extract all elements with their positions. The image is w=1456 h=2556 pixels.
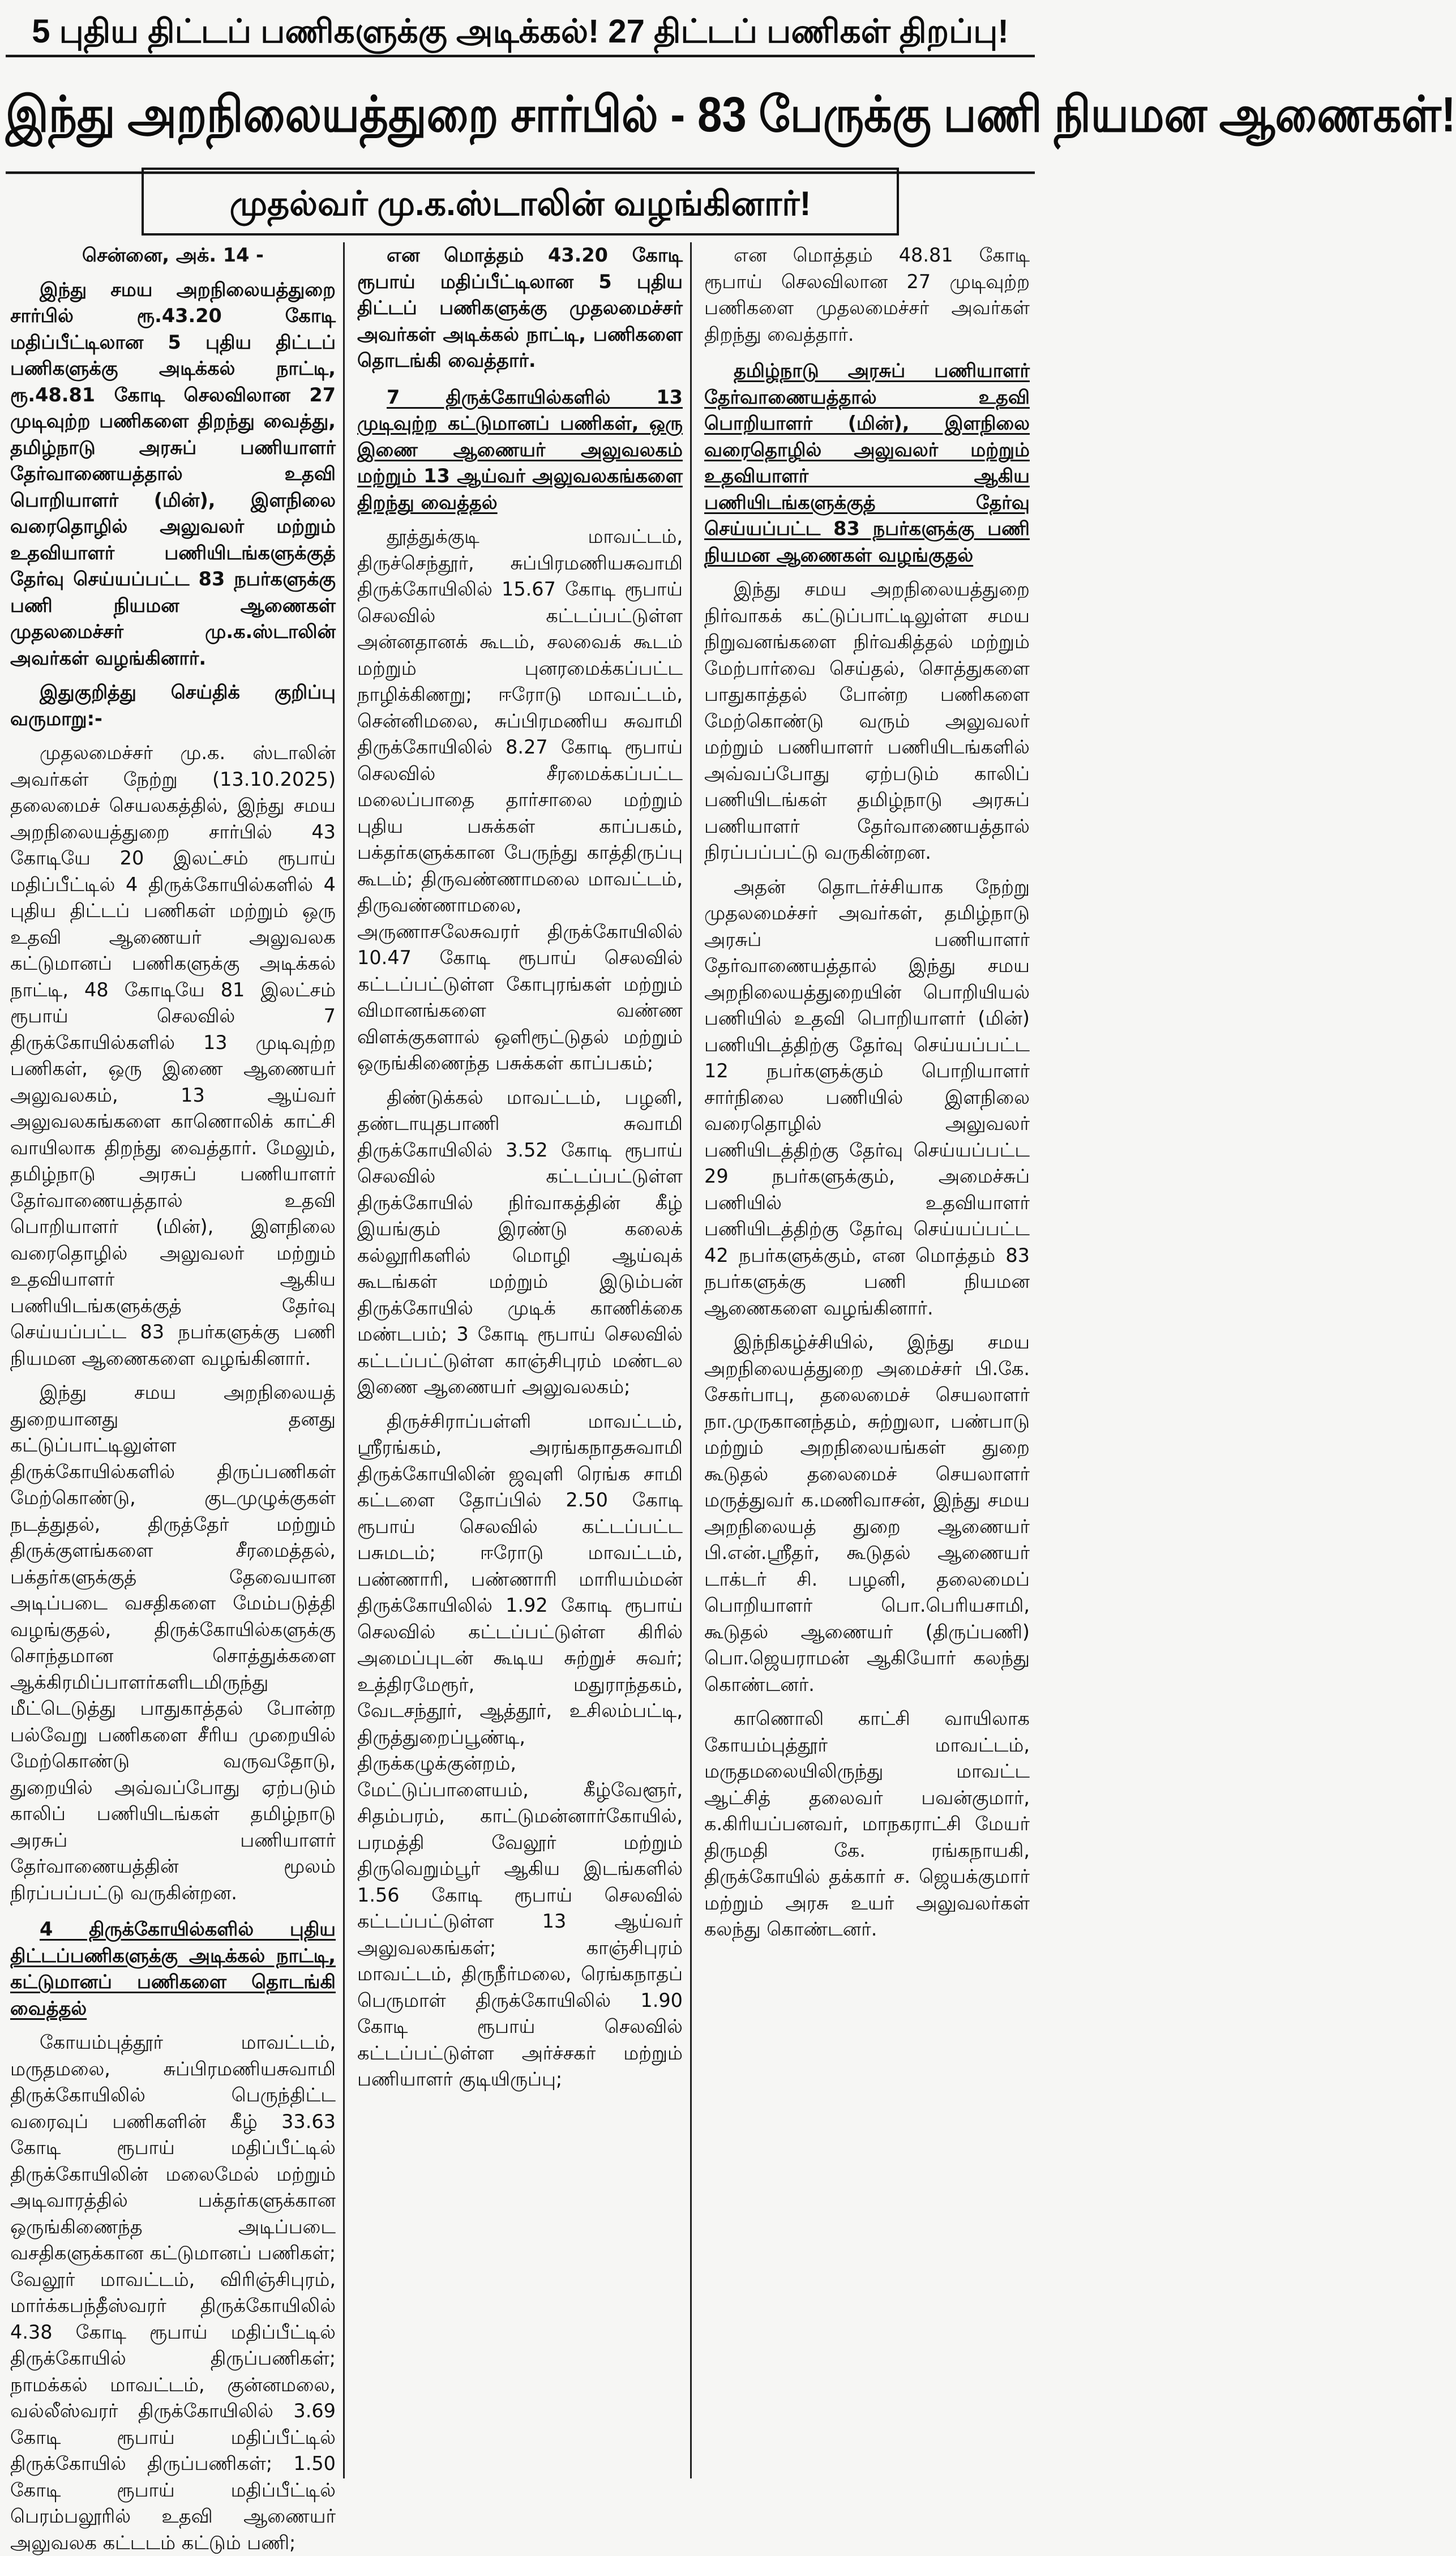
kicker-headline: 5 புதிய திட்டப் பணிகளுக்கு அடிக்கல்! 27 திட்டப் பணிகள் திறப்பு! [32, 13, 1009, 50]
body-paragraph: தூத்துக்குடி மாவட்டம், திருச்செந்தூர், சுப்பிரமணியசுவாமி திருக்கோயிலில் 15.67 கோடி ரூபாய் செலவில் கட்டப்பட்டுள்ள அன்னதானக் கூடம், சலவைக் கூடம் மற்றும் புனரமைக்கப்பட்ட நாழிக்கிணறு; ஈரோடு மாவட்டம், சென்னிமலை, சுப்பிரமணிய சுவாமி திருக்கோயிலில் 8.27 கோடி ரூபாய் செலவில் சீரமைக்கப்பட்ட மலைப்பாதை தார்சாலை மற்றும் புதிய பசுக்கள் காப்பகம், பக்தர்களுக்கான பேருந்து காத்திருப்பு கூடம்; திருவண்ணாமலை மாவட்டம், திருவண்ணாமலை, அருணாசலேசுவரர் திருக்கோயிலில் 10.47 கோடி ரூபாய் செலவில் கட்டப்பட்டுள்ள கோபுரங்கள் மற்றும் விமானங்களை வண்ண விளக்குகளால் ஒளிரூட்டுதல் மற்றும் ஒருங்கிணைந்த பசுக்கள் காப்பகம்; [357, 525, 683, 1074]
body-paragraph: என மொத்தம் 43.20 கோடி ரூபாய் மதிப்பீட்டிலான 5 புதிய திட்டப் பணிகளுக்கு முதலமைச்சர் அவர்கள் அடிக்கல் நாட்டி, பணிகளை தொடங்கி வைத்தார். [357, 244, 683, 371]
intro-line: இதுகுறித்து செய்திக் குறிப்பு வருமாறு:- [10, 681, 336, 730]
sub-headline: முதல்வர் மு.க.ஸ்டாலின் வழங்கினார்! [142, 168, 899, 236]
body-paragraph: இந்நிகழ்ச்சியில், இந்து சமய அறநிலையத்துறை அமைச்சர் பி.கே. சேகர்பாபு, தலைமைச் செயலாளர் நா.முருகானந்தம், சுற்றுலா, பண்பாடு மற்றும் அறநிலையங்கள் துறை கூடுதல் தலைமைச் செயலாளர் மருத்துவர் க.மணிவாசன், இந்து சமய அறநிலையத் துறை ஆணையர் பி.என்.ஸ்ரீதர், கூடுதல் ஆணையர் டாக்டர் சி. பழனி, தலைமைப் பொறியாளர் பொ.பெரியசாமி, கூடுதல் ஆணையர் (திருப்பணி) பொ.ஜெயராமன் ஆகியோர் கலந்து கொண்டனர். [704, 1331, 1030, 1696]
body-paragraph: என மொத்தம் 48.81 கோடி ரூபாய் செலவிலான 27 முடிவுற்ற பணிகளை முதலமைச்சர் அவர்கள் திறந்து வைத்தார். [704, 244, 1030, 345]
body-paragraph: காணொலி காட்சி வாயிலாக கோயம்புத்தூர் மாவட்டம், மருதமலையிலிருந்து மாவட்ட ஆட்சித் தலைவர் பவன்குமார், க.கிரியப்பனவர், மாநகராட்சி மேயர் திருமதி கே. ரங்கநாயகி, திருக்கோயில் தக்கார் ச. ஜெயக்குமார் மற்றும் அரசு உயர் அலுவலர்கள் கலந்து கொண்டனர். [704, 1707, 1030, 1940]
column-divider [343, 242, 345, 2478]
article-column-2 [357, 242, 683, 2478]
lead-paragraph: இந்து சமய அறநிலையத்துறை சார்பில் ரூ.43.20 கோடி மதிப்பீட்டிலான 5 புதிய திட்டப் பணிகளுக்கு அடிக்கல் நாட்டி, ரூ.48.81 கோடி செலவிலான 27 முடிவுற்ற பணிகளை திறந்து வைத்து, தமிழ்நாடு அரசுப் பணியாளர் தேர்வாணையத்தால் உதவி பொறியாளர் (மின்), இளநிலை வரைதொழில் அலுவலர் மற்றும் உதவியாளர் பணியிடங்களுக்குத் தேர்வு செய்யப்பட்ட 83 நபர்களுக்கு பணி நியமன ஆணைகள் முதலமைச்சர் மு.க.ஸ்டாலின் அவர்கள் வழங்கினார். [10, 278, 336, 669]
column-divider [690, 242, 692, 2478]
body-paragraph: கோயம்புத்தூர் மாவட்டம், மருதமலை, சுப்பிரமணியசுவாமி திருக்கோயிலில் பெருந்திட்ட வரைவுப் பணிகளின் கீழ் 33.63 கோடி ரூபாய் மதிப்பீட்டில் திருக்கோயிலின் மலைமேல் மற்றும் அடிவாரத்தில் பக்தர்களுக்கான ஒருங்கிணைந்த அடிப்படை வசதிகளுக்கான கட்டுமானப் பணிகள்; வேலூர் மாவட்டம், விரிஞ்சிபுரம், மார்க்கபந்தீஸ்வரர் திருக்கோயிலில் 4.38 கோடி ரூபாய் மதிப்பீட்டில் திருக்கோயில் திருப்பணிகள்; நாமக்கல் மாவட்டம், குன்னமலை, வல்லீஸ்வரர் திருக்கோயிலில் 3.69 கோடி ரூபாய் மதிப்பீட்டில் திருக்கோயில் திருப்பணிகள்; 1.50 கோடி ரூபாய் மதிப்பீட்டில் பெரம்பலூரில் உதவி ஆணையர் அலுவலக கட்டடம் கட்டும் பணி; [10, 2031, 336, 2554]
body-paragraph: திருச்சிராப்பள்ளி மாவட்டம், ஸ்ரீரங்கம், அரங்கநாதசுவாமி திருக்கோயிலின் ஜவுளி ரெங்க சாமி கட்டளை தோப்பில் 2.50 கோடி ரூபாய் செலவில் கட்டப்பட்ட பசுமடம்; ஈரோடு மாவட்டம், பண்ணாரி, பண்ணாரி மாரியம்மன் திருக்கோயிலில் 1.92 கோடி ரூபாய் செலவில் கட்டப்பட்டுள்ள கிரில் அமைப்புடன் கூடிய சுற்றுச் சுவர்; உத்திரமேரூர், மதுராந்தகம், வேடசந்தூர், ஆத்தூர், உசிலம்பட்டி, திருத்துறைப்பூண்டி, திருக்கழுக்குன்றம், மேட்டுப்பாளையம், கீழ்வேளூர், சிதம்பரம், காட்டுமன்னார்கோயில், பரமத்தி வேலூர் மற்றும் திருவெறும்பூர் ஆகிய இடங்களில் 1.56 கோடி ரூபாய் செலவில் கட்டப்பட்டுள்ள 13 ஆய்வர் அலுவலகங்கள்; காஞ்சிபுரம் மாவட்டம், திருநீர்மலை, ரெங்கநாதப் பெருமாள் திருக்கோயிலில் 1.90 கோடி ரூபாய் செலவில் கட்டப்பட்டுள்ள அர்ச்சகர் மற்றும் பணியாளர் குடியிருப்பு; [357, 1410, 683, 2090]
article-column-1 [10, 242, 336, 2554]
body-paragraph: இந்து சமய அறநிலையத் துறையானது தனது கட்டுப்பாட்டிலுள்ள திருக்கோயில்களில் திருப்பணிகள் மேற்கொண்டு, குடமுழுக்குகள் நடத்துதல், திருத்தேர் மற்றும் திருக்குளங்களை சீரமைத்தல், பக்தர்களுக்குத் தேவையான அடிப்படை வசதிகளை மேம்படுத்தி வழங்குதல், திருக்கோயில்களுக்கு சொந்தமான சொத்துக்களை ஆக்கிரமிப்பாளர்களிடமிருந்து மீட்டெடுத்து பாதுகாத்தல் போன்ற பல்வேறு பணிகளை சீரிய முறையில் மேற்கொண்டு வருவதோடு, துறையில் அவ்வப்போது ஏற்படும் காலிப் பணியிடங்கள் தமிழ்நாடு அரசுப் பணியாளர் தேர்வாணையத்தின் மூலம் நிரப்பப்பட்டு வருகின்றன. [10, 1381, 336, 1904]
dateline: சென்னை, அக். 14 - [82, 244, 264, 266]
body-paragraph: இந்து சமய அறநிலையத்துறை நிர்வாகக் கட்டுப்பாட்டிலுள்ள சமய நிறுவனங்களை நிர்வகித்தல் மற்றும் மேற்பார்வை செய்தல், சொத்துகளை பாதுகாத்தல் போன்ற பணிகளை மேற்கொண்டு வரும் அலுவலர் மற்றும் பணியாளர் பணியிடங்களில் அவ்வப்போது ஏற்படும் காலிப் பணியிடங்கள் தமிழ்நாடு அரசுப் பணியாளர் தேர்வாணையத்தால் நிரப்பப்பட்டு வருகின்றன. [704, 578, 1030, 863]
section-subhead: தமிழ்நாடு அரசுப் பணியாளர் தேர்வாணையத்தால் உதவி பொறியாளர் (மின்), இளநிலை வரைதொழில் அலுவலர் மற்றும் உதவியாளர் ஆகிய பணியிடங்களுக்குத் தேர்வு செய்யப்பட்ட 83 நபர்களுக்கு பணி நியமன ஆணைகள் வழங்குதல் [704, 359, 1030, 566]
body-paragraph: முதலமைச்சர் மு.க. ஸ்டாலின் அவர்கள் நேற்று (13.10.2025) தலைமைச் செயலகத்தில், இந்து சமய அறநிலையத்துறை சார்பில் 43 கோடியே 20 இலட்சம் ரூபாய் மதிப்பீட்டில் 4 திருக்கோயில்களில் 4 புதிய திட்டப் பணிகள் மற்றும் ஒரு உதவி ஆணையர் அலுவலக கட்டுமானப் பணிகளுக்கு அடிக்கல் நாட்டி, 48 கோடியே 81 இலட்சம் ரூபாய் செலவில் 7 திருக்கோயில்களில் 13 முடிவுற்ற பணிகள், ஒரு இணை ஆணையர் அலுவலகம், 13 ஆய்வர் அலுவலகங்களை காணொலிக் காட்சி வாயிலாக திறந்து வைத்தார். மேலும், தமிழ்நாடு அரசுப் பணியாளர் தேர்வாணையத்தால் உதவி பொறியாளர் (மின்), இளநிலை வரைதொழில் அலுவலர் மற்றும் உதவியாளர் ஆகிய பணியிடங்களுக்குத் தேர்வு செய்யப்பட்ட 83 நபர்களுக்கு பணி நியமன ஆணைகளை வழங்கினார். [10, 742, 336, 1369]
section-subhead: 4 திருக்கோயில்களில் புதிய திட்டப்பணிகளுக்கு அடிக்கல் நாட்டி, கட்டுமானப் பணிகளை தொடங்கி வைத்தல் [10, 1918, 336, 2019]
body-paragraph: திண்டுக்கல் மாவட்டம், பழனி, தண்டாயுதபாணி சுவாமி திருக்கோயிலில் 3.52 கோடி ரூபாய் செலவில் கட்டப்பட்டுள்ள திருக்கோயில் நிர்வாகத்தின் கீழ் இயங்கும் இரண்டு கலைக் கல்லூரிகளில் மொழி ஆய்வுக் கூடங்கள் மற்றும் இடும்பன் திருக்கோயில் முடிக் காணிக்கை மண்டபம்; 3 கோடி ரூபாய் செலவில் கட்டப்பட்டுள்ள காஞ்சிபுரம் மண்டல இணை ஆணையர் அலுவலகம்; [357, 1086, 683, 1398]
article-column-3 [704, 242, 1030, 2478]
body-paragraph: அதன் தொடர்ச்சியாக நேற்று முதலமைச்சர் அவர்கள், தமிழ்நாடு அரசுப் பணியாளர் தேர்வாணையத்தால் இந்து சமய அறநிலையத்துறையின் பொறியியல் பணியில் உதவி பொறியாளர் (மின்) பணியிடத்திற்கு தேர்வு செய்யப்பட்ட 12 நபர்களுக்கும் பொறியாளர் சார்நிலை பணியில் இளநிலை வரைதொழில் அலுவலர் பணியிடத்திற்கு தேர்வு செய்யப்பட்ட 29 நபர்களுக்கும், அமைச்சுப் பணியில் உதவியாளர் பணியிடத்திற்கு தேர்வு செய்யப்பட்ட 42 நபர்களுக்கும், என மொத்தம் 83 நபர்களுக்கு பணி நியமன ஆணைகளை வழங்கினார். [704, 875, 1030, 1319]
main-headline: இந்து அறநிலையத்துறை சார்பில் - 83 பேருக்கு பணி நியமன ஆணைகள்! [6, 55, 1035, 174]
section-subhead: 7 திருக்கோயில்களில் 13 முடிவுற்ற கட்டுமானப் பணிகள், ஒரு இணை ஆணையர் அலுவலகம் மற்றும் 13 ஆய்வர் அலுவலகங்களை திறந்து வைத்தல் [357, 386, 683, 513]
